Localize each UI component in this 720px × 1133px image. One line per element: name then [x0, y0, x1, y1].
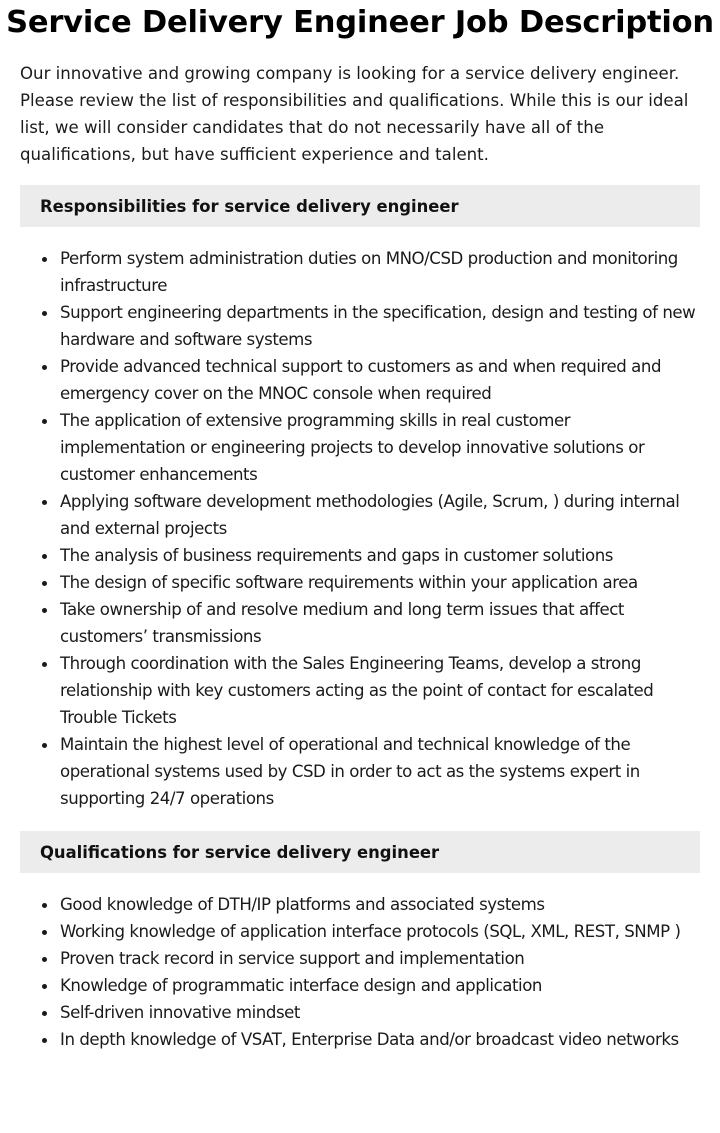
list-item: Self-driven innovative mindset: [60, 999, 700, 1026]
list-item: Proven track record in service support and implementation: [60, 945, 700, 972]
qualifications-heading: Qualifications for service delivery engineer: [20, 831, 700, 873]
responsibilities-list: [20, 245, 700, 812]
list-item: Provide advanced technical support to customers as and when required and emergency cover on the MNOC console when required: [60, 353, 700, 407]
qualifications-list: [20, 891, 700, 1053]
list-item: The application of extensive programming skills in real customer implementation or engineering projects to develop innovative solutions or customer enhancements: [60, 407, 700, 488]
list-item: Maintain the highest level of operational and technical knowledge of the operational systems used by CSD in order to act as the systems expert in supporting 24/7 operations: [60, 731, 700, 812]
list-item: Knowledge of programmatic interface design and application: [60, 972, 700, 999]
list-item: Take ownership of and resolve medium and long term issues that affect customers’ transmissions: [60, 596, 700, 650]
list-item: Working knowledge of application interface protocols (SQL, XML, REST, SNMP ): [60, 918, 700, 945]
list-item: Through coordination with the Sales Engineering Teams, develop a strong relationship with key customers acting as the point of contact for escalated Trouble Tickets: [60, 650, 700, 731]
list-item: The design of specific software requirements within your application area: [60, 569, 700, 596]
list-item: Perform system administration duties on MNO/CSD production and monitoring infrastructure: [60, 245, 700, 299]
list-item: In depth knowledge of VSAT, Enterprise Data and/or broadcast video networks: [60, 1026, 700, 1053]
responsibilities-heading: Responsibilities for service delivery engineer: [20, 185, 700, 227]
list-item: Support engineering departments in the specification, design and testing of new hardware and software systems: [60, 299, 700, 353]
list-item: Applying software development methodologies (Agile, Scrum, ) during internal and external projects: [60, 488, 700, 542]
intro-paragraph: Our innovative and growing company is looking for a service delivery engineer. Please review the list of responsibilities and qualifications. While this is our ideal list, we will consider candidates that do not necessarily have all of the qualifications, but have sufficient experience and talent.: [20, 64, 689, 164]
page-title: Service Delivery Engineer Job Description: [6, 5, 714, 40]
list-item: Good knowledge of DTH/IP platforms and associated systems: [60, 891, 700, 918]
list-item: The analysis of business requirements and gaps in customer solutions: [60, 542, 700, 569]
